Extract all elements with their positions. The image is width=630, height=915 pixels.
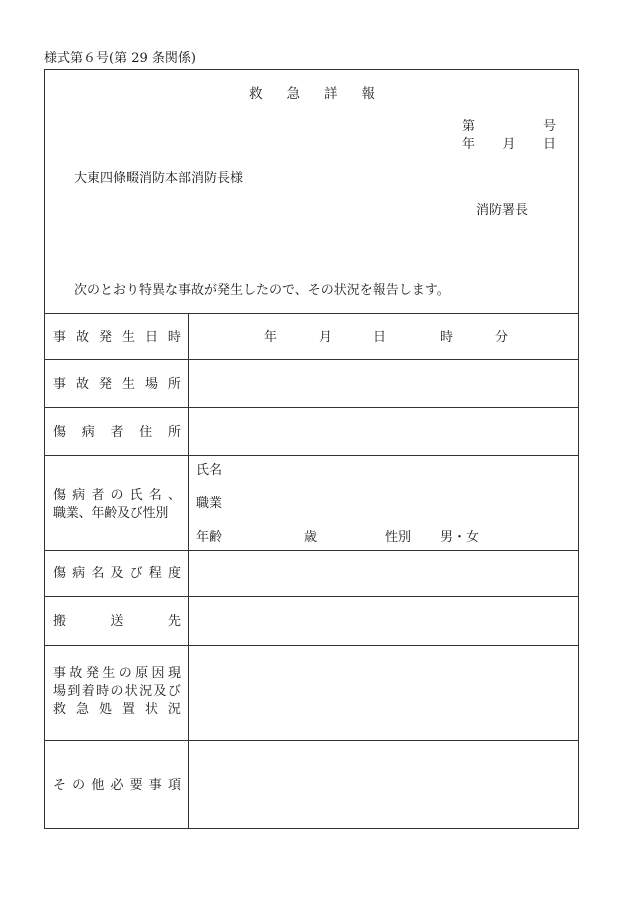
label-char: 病 (72, 566, 86, 581)
label-char: 発 (85, 666, 99, 681)
name-label: 氏名 (196, 463, 223, 478)
form-number: 様式第６号(第 29 条関係) (44, 51, 196, 66)
label-char: 傷 (53, 488, 67, 503)
label-char: 時 (96, 684, 110, 699)
label-char: 他 (91, 778, 105, 793)
label-char: 故 (75, 377, 89, 392)
label-char: 送 (110, 614, 124, 629)
column-divider (188, 313, 189, 828)
row-divider (45, 596, 578, 597)
row-divider (45, 455, 578, 456)
label-char: 要 (129, 778, 143, 793)
row-divider (45, 359, 578, 360)
label-char: 発 (98, 330, 112, 345)
label-char: 事 (53, 330, 67, 345)
title-char: 救 (249, 86, 263, 102)
row-divider (45, 645, 578, 646)
unit-hour: 時 (440, 330, 454, 345)
label-char: 場 (144, 377, 158, 392)
label-char: 場 (53, 684, 67, 699)
date-month: 月 (502, 137, 516, 152)
label-char: 者 (110, 425, 124, 440)
label-char: 生 (121, 377, 135, 392)
label-char: 及 (153, 684, 167, 699)
date-day: 日 (542, 137, 556, 152)
label-char: 況 (167, 702, 181, 717)
label-char: び (129, 566, 143, 581)
unit-day: 日 (373, 330, 387, 345)
label-char: 到 (67, 684, 81, 699)
label-char: 必 (110, 778, 124, 793)
title-char: 詳 (324, 86, 338, 102)
label-char: 発 (98, 377, 112, 392)
number-prefix: 第 (462, 119, 476, 134)
label-char: 度 (167, 566, 181, 581)
label-cause (53, 666, 181, 720)
label-char: 現 (167, 666, 181, 681)
label-char: 置 (121, 702, 135, 717)
label-char: 原 (135, 666, 149, 681)
label-char: 所 (167, 377, 181, 392)
age-unit: 歳 (304, 530, 318, 545)
title-char: 急 (286, 86, 300, 102)
label-char: の (118, 666, 132, 681)
label-injury (53, 567, 181, 580)
label-char: 者 (91, 488, 105, 503)
label-char: 処 (98, 702, 112, 717)
label-char: の (110, 488, 124, 503)
label-char: 搬 (53, 614, 67, 629)
label-other (53, 779, 181, 792)
report-frame (44, 69, 579, 829)
label-char: 救 (53, 702, 67, 717)
label-char: 及 (110, 566, 124, 581)
label-char: 日 (144, 330, 158, 345)
label-char: 、 (167, 488, 181, 503)
label-char: 住 (139, 425, 153, 440)
label-char: 傷 (53, 566, 67, 581)
intro-text: 次のとおり特異な事故が発生したので、その状況を報告します。 (74, 283, 450, 298)
row-divider (45, 550, 578, 551)
label-char: の (72, 778, 86, 793)
label-char: 病 (81, 425, 95, 440)
label-char: 故 (75, 330, 89, 345)
label-char: 急 (75, 702, 89, 717)
age-label: 年齢 (196, 530, 223, 545)
addressee: 大東四條畷消防本部消防長様 (74, 171, 244, 186)
label-char: 状 (144, 702, 158, 717)
number-suffix: 号 (542, 119, 556, 134)
label-char: 着 (81, 684, 95, 699)
label-char: 因 (151, 666, 165, 681)
report-number (462, 120, 556, 133)
row-divider (45, 740, 578, 741)
label-char: 名 (91, 566, 105, 581)
label-char: 病 (72, 488, 86, 503)
sender: 消防署長 (476, 203, 529, 218)
unit-year: 年 (264, 330, 278, 345)
label-char: 程 (148, 566, 162, 581)
label-char: 事 (53, 377, 67, 392)
title-char: 報 (361, 86, 375, 102)
sex-label: 性別 (385, 530, 412, 545)
unit-month: 月 (319, 330, 333, 345)
label-char: 事 (53, 666, 67, 681)
label-char: そ (53, 778, 67, 793)
label-char: 所 (167, 425, 181, 440)
label-char: び (167, 684, 181, 699)
sex-options: 男・女 (440, 530, 480, 545)
label-char: 傷 (53, 425, 67, 440)
label-char: 職業、年齢及び性別 (53, 506, 169, 521)
report-title (249, 88, 375, 102)
label-char: 況 (139, 684, 153, 699)
label-char: 先 (167, 614, 181, 629)
label-destination (53, 615, 181, 628)
row-divider (45, 407, 578, 408)
label-char: 状 (124, 684, 138, 699)
report-date (462, 138, 556, 151)
label-char: の (110, 684, 124, 699)
label-char: 生 (102, 666, 116, 681)
label-char: 名 (148, 488, 162, 503)
label-char: 時 (167, 330, 181, 345)
label-occurrence-place (53, 378, 181, 391)
label-char: 氏 (129, 488, 143, 503)
label-occurrence-datetime (53, 331, 181, 344)
label-char: 故 (69, 666, 83, 681)
label-char: 生 (121, 330, 135, 345)
unit-minute: 分 (495, 330, 509, 345)
label-char: 項 (167, 778, 181, 793)
label-patient-address (53, 426, 181, 439)
label-patient-info (53, 488, 181, 522)
label-char: 事 (148, 778, 162, 793)
date-year: 年 (462, 137, 476, 152)
occupation-label: 職業 (196, 496, 223, 511)
row-divider (45, 313, 578, 314)
